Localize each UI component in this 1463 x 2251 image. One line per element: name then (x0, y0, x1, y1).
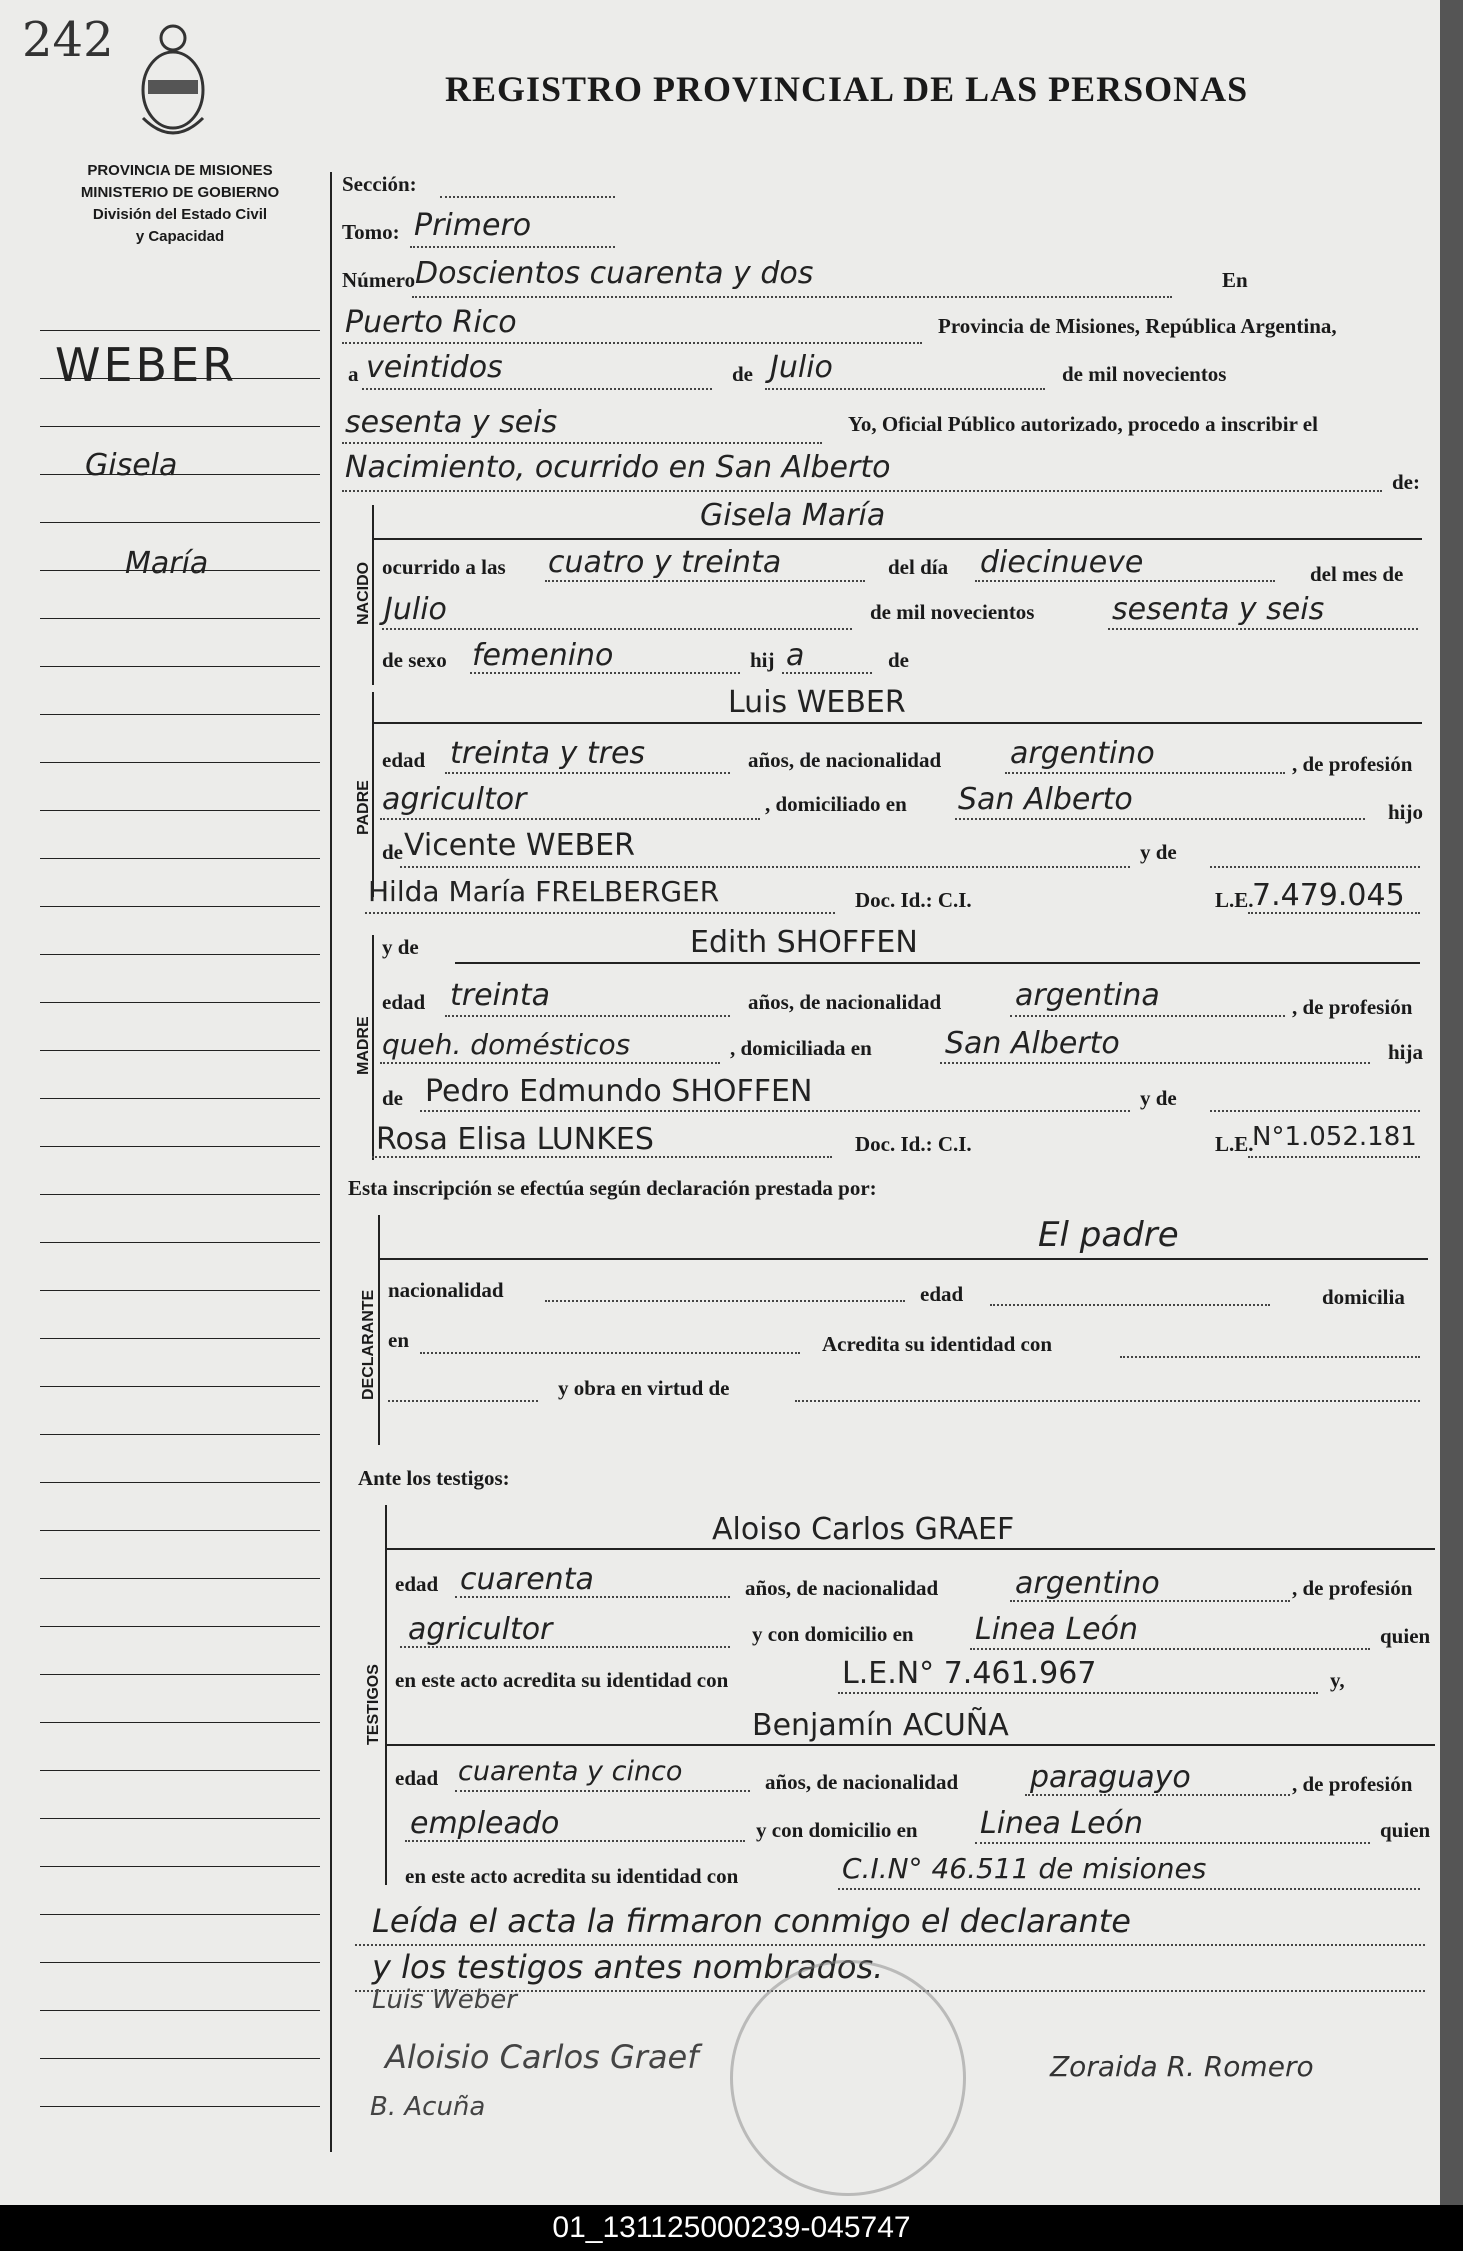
testigo2-nombre: Benjamín ACUÑA (752, 1708, 1009, 1743)
firma-padre: Luis Weber (372, 1985, 517, 2015)
margin-rule (40, 1626, 320, 1627)
margin-rule (40, 522, 320, 523)
madre-le-line (1248, 1156, 1420, 1158)
margin-rule (40, 1386, 320, 1387)
madre-profesion: queh. domésticos (382, 1028, 631, 1061)
margin-rule (40, 810, 320, 811)
padre-le-label: L.E. (1215, 888, 1254, 912)
margin-divider (330, 172, 332, 2152)
margin-rule (40, 2010, 320, 2011)
del-dia-label: del día (888, 555, 949, 579)
nacido-nombre: Gisela María (700, 498, 886, 533)
madre-nombre-line (455, 962, 1420, 964)
testigo1-prof-line (400, 1646, 730, 1648)
tomo-line (410, 246, 615, 248)
margin-rule (40, 1578, 320, 1579)
agency-line-3: División del Estado Civil (92, 206, 268, 223)
anio-value: sesenta y seis (345, 405, 558, 440)
testigo1-y-label: y, (1330, 1668, 1345, 1692)
tipo-value: Nacimiento, ocurrido en San Alberto (345, 450, 891, 485)
official-stamp (730, 1960, 966, 2196)
margin-rule (40, 762, 320, 763)
abuelo-materno-line (420, 1110, 1130, 1112)
margin-rule (40, 1818, 320, 1819)
testigo1-quien-label: quien (1380, 1624, 1431, 1648)
padre-nombre-line (372, 722, 1422, 724)
margin-rule (40, 858, 320, 859)
abuelo-paterno: Vicente WEBER (404, 828, 635, 863)
margin-rule (40, 1338, 320, 1339)
firma-testigo1: Aloisio Carlos Graef (385, 2038, 699, 2076)
agency-line-2: MINISTERIO DE GOBIERNO (80, 184, 280, 201)
agency-line-4: y Capacidad (135, 228, 225, 245)
testigo1-edad-label: edad (395, 1572, 439, 1596)
margin-rule (40, 1482, 320, 1483)
testigo2-domicilio: Linea León (980, 1806, 1143, 1841)
padre-edad: treinta y tres (450, 736, 646, 771)
padre-nacionalidad: argentino (1010, 736, 1155, 771)
numero-line (412, 296, 1172, 298)
testigo2-nac-line (1025, 1794, 1290, 1796)
testigo2-nac-label: años, de nacionalidad (765, 1770, 959, 1794)
testigo1-nac-label: años, de nacionalidad (745, 1576, 939, 1600)
tomo-value: Primero (414, 208, 532, 243)
testigo1-edad-line (455, 1596, 730, 1598)
declarante-virtud-line (795, 1400, 1420, 1402)
padre-le: 7.479.045 (1252, 878, 1405, 913)
margin-rule (40, 1290, 320, 1291)
declarante-dom-label: domicilia (1322, 1285, 1405, 1309)
ocurrido-label: ocurrido a las (382, 555, 506, 579)
margin-rule (40, 1002, 320, 1003)
anio-nac-value: sesenta y seis (1112, 592, 1325, 627)
testigo2-nombre-line (385, 1744, 1435, 1746)
testigo2-nacionalidad: paraguayo (1030, 1760, 1191, 1795)
margin-name-1: Gisela (85, 448, 178, 483)
declarante-nac-label: nacionalidad (388, 1278, 504, 1302)
declarante-nac-line (545, 1300, 905, 1302)
padre-y-de-line (1210, 866, 1420, 868)
abuela-paterna-line (365, 912, 835, 914)
margin-rule (40, 1194, 320, 1195)
margin-rule (40, 1722, 320, 1723)
testigo1-dom-label: y con domicilio en (752, 1622, 914, 1646)
dia-nac-value: diecinueve (980, 545, 1144, 580)
declarante-label: DECLARANTE (360, 1289, 377, 1400)
testigo1-domicilio: Linea León (975, 1612, 1138, 1647)
madre-prof-label: , de profesión (1292, 995, 1413, 1019)
testigo2-id-line (838, 1888, 1420, 1890)
mes-nac-value: Julio (384, 592, 447, 627)
firma-testigo2: B. Acuña (370, 2092, 486, 2122)
dia-nac-line (975, 580, 1275, 582)
madre-edad-label: edad (382, 990, 426, 1014)
madre-le: N°1.052.181 (1252, 1122, 1417, 1152)
de-colon-label: de: (1392, 470, 1420, 494)
madre-label: MADRE (355, 1016, 372, 1075)
testigo2-profesion: empleado (410, 1806, 560, 1841)
padre-domicilio: San Alberto (958, 782, 1133, 817)
madre-dom-line (940, 1062, 1370, 1064)
testigo1-edad: cuarenta (460, 1562, 594, 1597)
testigo2-dom-line (975, 1842, 1370, 1844)
margin-rule (40, 1530, 320, 1531)
declarante-nombre: El padre (1038, 1215, 1179, 1255)
madre-doc-label: Doc. Id.: C.I. (855, 1132, 972, 1156)
hij-suffix: a (786, 638, 805, 673)
cierre-linea-1: Leída el acta la firmaron conmigo el declarante (372, 1902, 1131, 1940)
margin-rule (40, 1914, 320, 1915)
tipo-line (342, 490, 1382, 492)
cierre-line-1 (355, 1944, 1425, 1946)
testigo1-nacionalidad: argentino (1015, 1566, 1160, 1601)
margin-rule (40, 330, 320, 331)
madre-nac-label: años, de nacionalidad (748, 990, 942, 1014)
margin-rule (40, 1434, 320, 1435)
abuela-materna: Rosa Elisa LUNKES (376, 1122, 654, 1157)
file-id: 01_131125000239-045747 (552, 2211, 911, 2244)
en-label: En (1222, 268, 1248, 292)
testigo2-prof-label: , de profesión (1292, 1772, 1413, 1796)
margin-rule (40, 1050, 320, 1051)
testigo1-dom-line (970, 1648, 1370, 1650)
mes-value: Julio (770, 350, 833, 385)
padre-profesion: agricultor (382, 782, 527, 817)
margin-rule (40, 1146, 320, 1147)
padre-edad-label: edad (382, 748, 426, 772)
padre-dom-label: , domiciliado en (765, 792, 907, 816)
testigo2-edad-line (455, 1790, 750, 1792)
dia-line (362, 388, 712, 390)
de-mil-novecientos-2: de mil novecientos (870, 600, 1035, 624)
declarante-acredita-label: Acredita su identidad con (822, 1332, 1053, 1356)
margin-rule (40, 1674, 320, 1675)
abuelo-paterno-line (400, 866, 1130, 868)
declarante-edad-label: edad (920, 1282, 964, 1306)
agency-line-1: PROVINCIA DE MISIONES (87, 162, 273, 179)
coat-of-arms-icon (128, 18, 218, 148)
abuelo-materno: Pedro Edmundo SHOFFEN (425, 1074, 813, 1109)
provincia-text: Provincia de Misiones, República Argentina, (938, 314, 1337, 338)
testigo2-acredita-label: en este acto acredita su identidad con (405, 1864, 739, 1888)
yo-oficial-text: Yo, Oficial Público autorizado, procedo a inscribir el (848, 412, 1318, 436)
padre-prof-label: , de profesión (1292, 752, 1413, 776)
document-title: REGISTRO PROVINCIAL DE LAS PERSONAS (445, 69, 1249, 109)
testigo2-dom-label: y con domicilio en (756, 1818, 918, 1842)
padre-edad-line (445, 772, 730, 774)
mes-line (765, 388, 1045, 390)
declarante-acredita-line (1120, 1356, 1420, 1358)
lugar-line (342, 342, 922, 344)
hij-label: hij (750, 648, 775, 672)
testigo2-identidad: C.I.N° 46.511 de misiones (842, 1852, 1207, 1885)
nacido-nombre-line (372, 538, 1422, 540)
testigo2-quien-label: quien (1380, 1818, 1431, 1842)
padre-label: PADRE (355, 780, 372, 835)
lugar-value: Puerto Rico (345, 305, 517, 340)
madre-le-label: L.E. (1215, 1132, 1254, 1156)
testigo1-profesion: agricultor (408, 1612, 553, 1647)
de-label: de (732, 362, 753, 386)
declarante-en-label: en (388, 1328, 409, 1352)
ante-testigos-label: Ante los testigos: (358, 1466, 510, 1490)
margin-rule (40, 1866, 320, 1867)
margin-rule (40, 426, 320, 427)
firma-oficial: Zoraida R. Romero (1050, 2050, 1314, 2083)
testigo1-identidad: L.E.N° 7.461.967 (842, 1656, 1097, 1691)
madre-edad-line (445, 1015, 730, 1017)
de2-label: de (888, 648, 909, 672)
madre-edad: treinta (450, 978, 551, 1013)
madre-prof-line (380, 1062, 720, 1064)
testigo1-nac-line (1010, 1600, 1290, 1602)
margin-rule (40, 474, 320, 475)
margin-rule (40, 714, 320, 715)
mes-nac-line (382, 628, 852, 630)
seccion-line (440, 196, 615, 198)
padre-nac-line (1005, 772, 1285, 774)
testigo1-id-line (838, 1692, 1318, 1694)
hija-label: hija (1388, 1040, 1424, 1064)
testigo1-acredita-label: en este acto acredita su identidad con (395, 1668, 729, 1692)
padre-doc-label: Doc. Id.: C.I. (855, 888, 972, 912)
testigos-bracket (385, 1505, 387, 1885)
margin-rule (40, 1098, 320, 1099)
declarante-bracket (378, 1215, 380, 1445)
testigo2-prof-line (405, 1840, 745, 1842)
madre-y-de-2: y de (1140, 1086, 1177, 1110)
sexo-line (470, 672, 740, 674)
declarante-line (378, 1258, 1428, 1260)
padre-y-de-label: y de (1140, 840, 1177, 864)
dia-value: veintidos (366, 350, 503, 385)
numero-label: Número (342, 268, 416, 292)
testigo1-prof-label: , de profesión (1292, 1576, 1413, 1600)
margin-rule (40, 2106, 320, 2107)
hora-value: cuatro y treinta (548, 545, 782, 580)
margin-rule (40, 618, 320, 619)
madre-dom-label: , domiciliada en (730, 1036, 872, 1060)
margin-rule (40, 906, 320, 907)
madre-y-de-line (1210, 1110, 1420, 1112)
padre-dom-line (955, 818, 1365, 820)
padre-nac-label: años, de nacionalidad (748, 748, 942, 772)
abuela-paterna: Hilda María FRELBERGER (368, 875, 720, 908)
sexo-value: femenino (472, 638, 614, 673)
cierre-linea-2: y los testigos antes nombrados. (372, 1948, 884, 1986)
hora-line (545, 580, 865, 582)
file-id-bar (0, 2205, 1463, 2251)
margin-rule (40, 1242, 320, 1243)
hijo-label: hijo (1388, 800, 1424, 824)
margin-rule (40, 1962, 320, 1963)
padre-nombre: Luis WEBER (728, 685, 906, 720)
page-number: 242 (22, 12, 114, 68)
declarante-virtud-pre-line (388, 1400, 538, 1402)
a-label: a (348, 362, 359, 386)
padre-le-line (1248, 912, 1420, 914)
abuela-materna-line (372, 1156, 832, 1158)
madre-de-label: de (382, 1086, 403, 1110)
margin-rule (40, 666, 320, 667)
declarante-en-line (420, 1352, 800, 1354)
declarante-edad-line (990, 1304, 1270, 1306)
anio-line (342, 442, 822, 444)
madre-domicilio: San Alberto (945, 1026, 1120, 1061)
padre-prof-line (380, 818, 760, 820)
numero-value: Doscientos cuarenta y dos (415, 256, 814, 291)
margin-surname: WEBER (55, 338, 238, 392)
seccion-label: Sección: (342, 172, 417, 196)
tomo-label: Tomo: (342, 220, 400, 244)
nacido-label: NACIDO (355, 561, 372, 625)
inscripcion-text: Esta inscripción se efectúa según declaración prestada por: (348, 1176, 877, 1200)
madre-nac-line (1010, 1015, 1285, 1017)
anio-nac-line (1108, 628, 1418, 630)
madre-y-de-label: y de (382, 935, 419, 959)
de-mil-novecientos-label: de mil novecientos (1062, 362, 1227, 386)
margin-rule (40, 1770, 320, 1771)
sexo-label: de sexo (382, 648, 447, 672)
book-binding (1440, 0, 1463, 2205)
margin-rule (40, 2058, 320, 2059)
testigos-label: TESTIGOS (365, 1664, 382, 1745)
padre-de-label: de (382, 840, 403, 864)
testigo1-nombre: Aloiso Carlos GRAEF (712, 1512, 1015, 1547)
declarante-virtud-label: y obra en virtud de (558, 1376, 730, 1400)
madre-nombre: Edith SHOFFEN (690, 925, 918, 960)
margin-rule (40, 954, 320, 955)
madre-nacionalidad: argentina (1015, 978, 1160, 1013)
testigo2-edad-label: edad (395, 1766, 439, 1790)
hij-line (782, 672, 872, 674)
testigo1-nombre-line (385, 1548, 1435, 1550)
del-mes-label: del mes de (1310, 562, 1404, 586)
testigo2-edad: cuarenta y cinco (458, 1756, 683, 1787)
margin-name-2: María (125, 546, 209, 581)
